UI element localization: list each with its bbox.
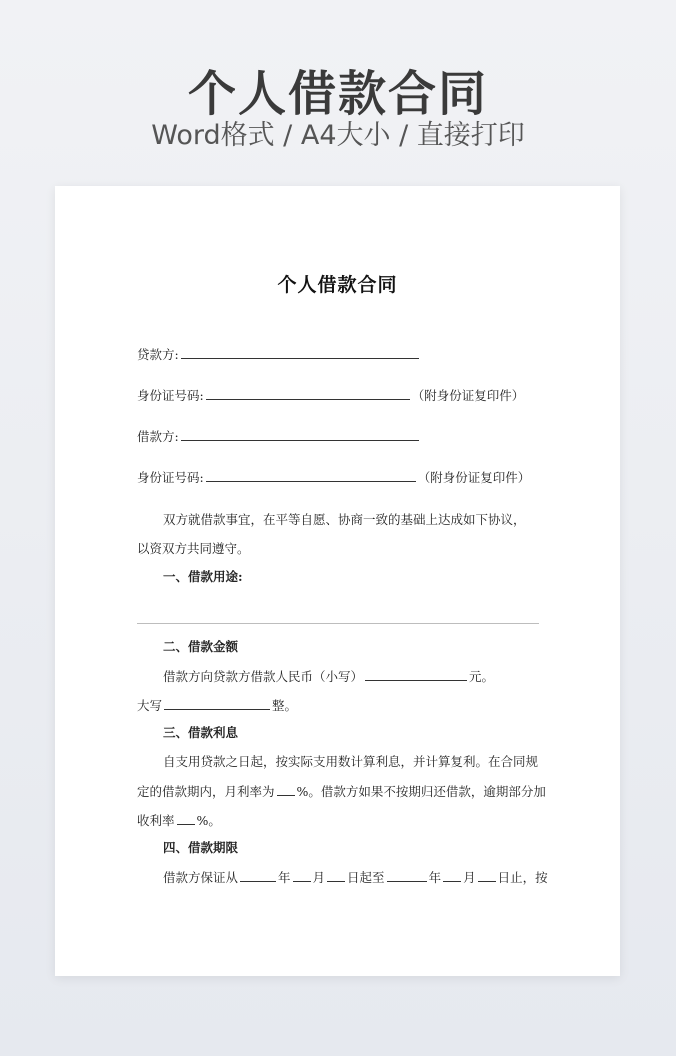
section2-heading: 二、借款金额 [163,639,239,654]
section3-line-3 [137,810,221,831]
section3-line2-post: %。借款方如果不按期归还借款，逾期部分加 [296,784,546,799]
section4-c: 月 [312,870,326,885]
lender-label: 贷款方: [137,347,179,362]
start-day-blank[interactable] [327,867,345,882]
section3-heading: 三、借款利息 [163,725,239,740]
section2-line1-post: 元。 [469,669,495,684]
lender-id-row [137,385,524,406]
amount-uppercase-blank[interactable] [164,695,270,710]
section2-line1-pre: 借款方向贷款方借款人民币（小写） [163,669,364,684]
section3-line3-pre: 收利率 [137,813,175,828]
amount-lowercase-blank[interactable] [365,666,467,681]
section4-d: 日起至 [347,870,385,885]
section3-line3-post: %。 [196,813,221,828]
section2-line2-post: 整。 [272,698,298,713]
purpose-divider [137,623,539,624]
borrower-id-row [137,467,530,488]
lender-id-label: 身份证号码: [137,388,204,403]
lender-blank[interactable] [181,344,419,359]
start-month-blank[interactable] [293,867,311,882]
section1-heading: 一、借款用途: [163,569,243,584]
lender-row [137,344,421,365]
section4-g: 日止，按 [497,870,548,885]
section4-b: 年 [278,870,291,885]
borrower-label: 借款方: [137,429,179,444]
borrower-id-blank[interactable] [206,467,416,482]
section3-line-1: 自支用贷款之日起，按实际支用数计算利息，并计算复利。在合同规 [163,754,539,769]
start-year-blank[interactable] [240,867,276,882]
section3-line2-pre: 定的借款期内，月利率为 [137,784,275,799]
section4-f: 月 [463,870,476,885]
section4-heading: 四、借款期限 [163,840,239,855]
end-year-blank[interactable] [387,867,427,882]
section4-line-1 [163,867,548,888]
section4-e: 年 [428,870,442,885]
section3-line-2 [137,781,546,802]
document-page [55,186,620,976]
lender-id-note: （附身份证复印件） [411,388,525,403]
page-subheadline: Word格式 / A4大小 / 直接打印 [151,120,525,151]
borrower-row [137,426,421,447]
borrower-blank[interactable] [181,426,419,441]
page-headline: 个人借款合同 [187,66,488,122]
borrower-id-label: 身份证号码: [137,470,204,485]
intro-paragraph-line-2: 以资双方共同遵守。 [137,541,250,556]
section2-line-1 [163,666,494,687]
lender-id-blank[interactable] [206,385,410,400]
section4-a: 借款方保证从 [163,870,239,885]
overdue-rate-blank[interactable] [177,810,195,825]
end-month-blank[interactable] [443,867,461,882]
end-day-blank[interactable] [478,867,496,882]
section2-line2-pre: 大写 [137,698,163,713]
monthly-rate-blank[interactable] [277,781,295,796]
borrower-id-note: （附身份证复印件） [417,470,531,485]
section2-line-2 [137,695,297,716]
intro-paragraph-line-1: 双方就借款事宜，在平等自愿、协商一致的基础上达成如下协议， [163,512,526,527]
document-title: 个人借款合同 [277,274,398,296]
